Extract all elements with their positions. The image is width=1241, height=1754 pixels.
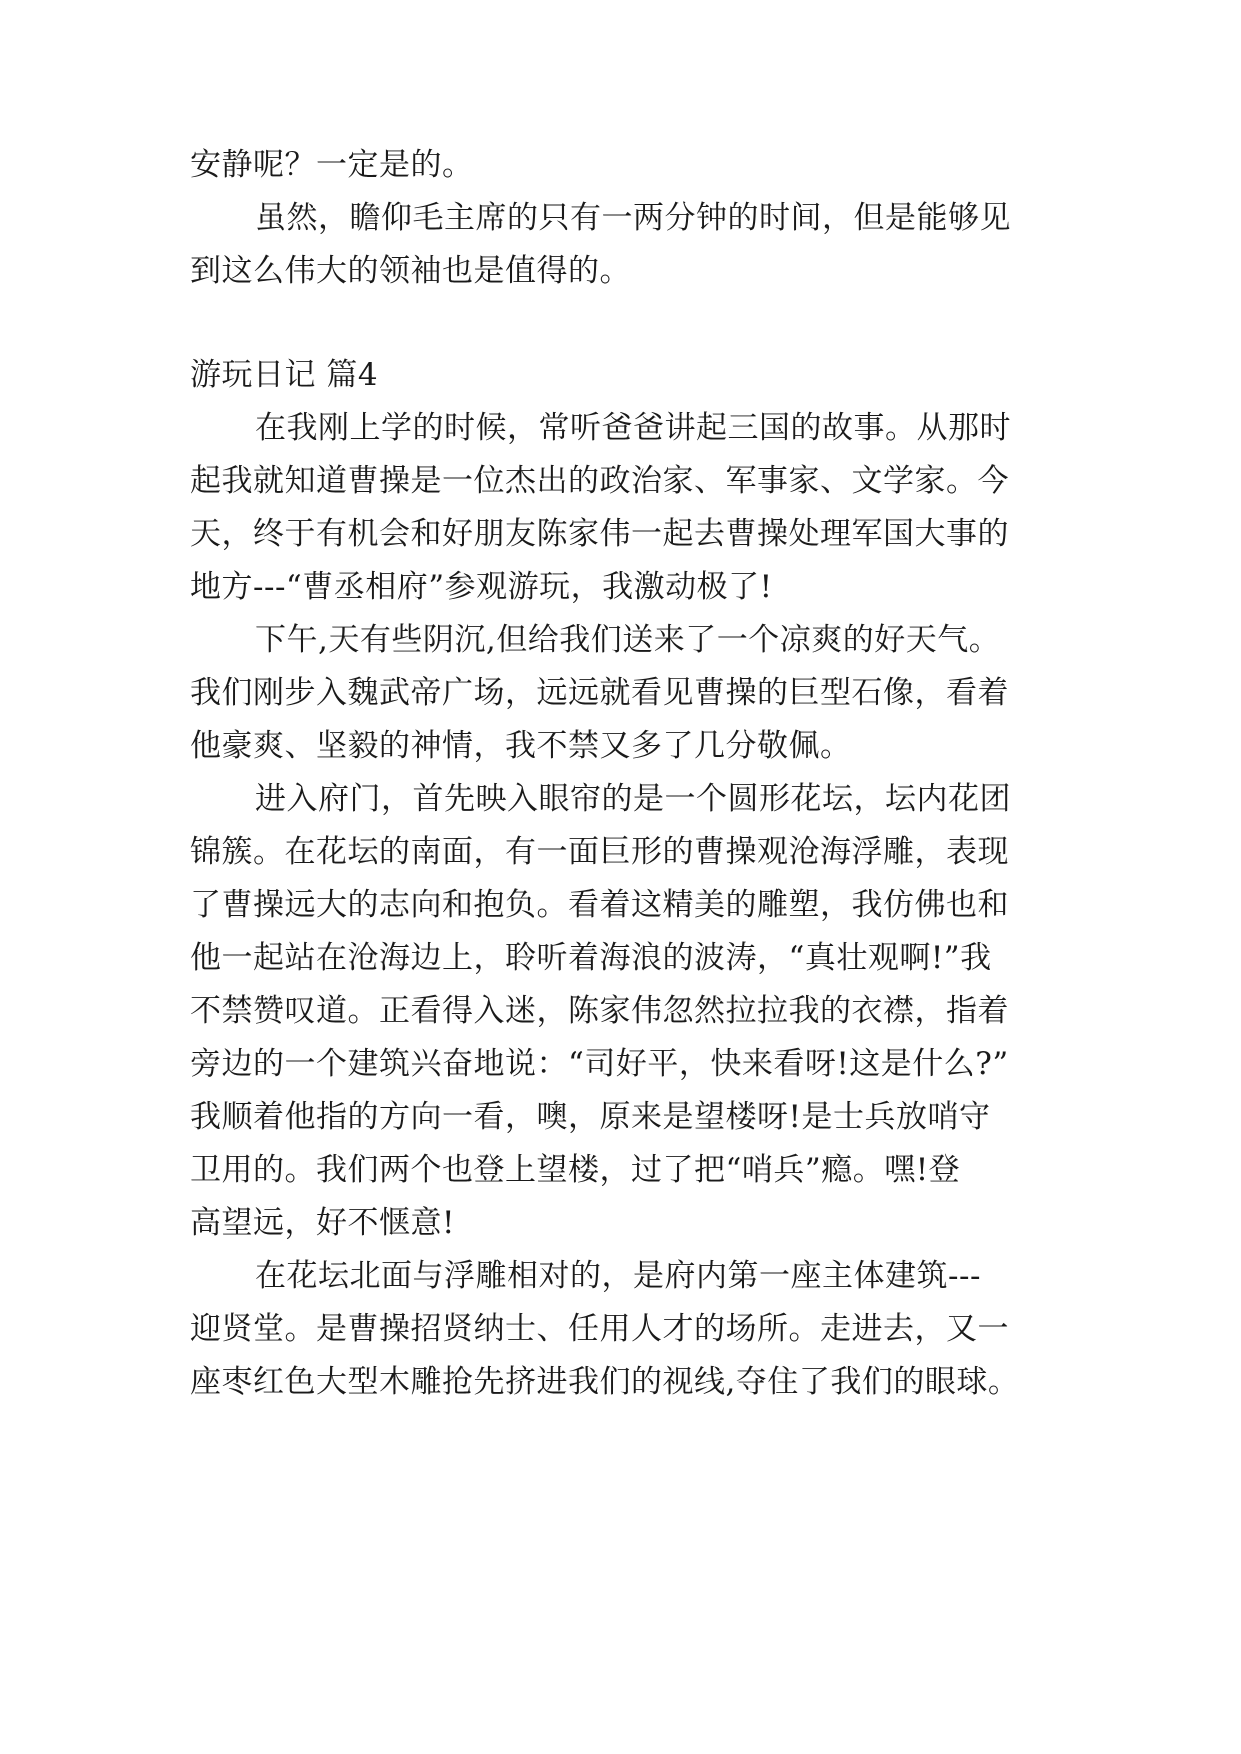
text-line: 进入府门，首先映入眼帘的是一个圆形花坛，坛内花团 — [255, 781, 1011, 817]
text-line: 卫用的。我们两个也登上望楼，过了把“哨兵”瘾。嘿!登 — [190, 1152, 961, 1188]
text-line: 他一起站在沧海边上，聆听着海浪的波涛，“真壮观啊!”我 — [190, 940, 992, 976]
text-line: 在花坛北面与浮雕相对的，是府内第一座主体建筑--- — [255, 1258, 981, 1294]
section-heading: 游玩日记 篇4 — [190, 357, 379, 393]
text-line: 旁边的一个建筑兴奋地说：“司好平，快来看呀!这是什么?” — [190, 1046, 1009, 1082]
text-line: 迎贤堂。是曹操招贤纳士、任用人才的场所。走进去，又一 — [190, 1311, 1009, 1347]
text-line: 虽然，瞻仰毛主席的只有一两分钟的时间，但是能够见 — [255, 200, 1011, 236]
text-line: 我们刚步入魏武帝广场，远远就看见曹操的巨型石像，看着 — [190, 675, 1009, 711]
text-line: 我顺着他指的方向一看，噢，原来是望楼呀!是士兵放哨守 — [190, 1099, 991, 1135]
text-line: 安静呢？一定是的。 — [190, 147, 474, 183]
text-line: 不禁赞叹道。正看得入迷，陈家伟忽然拉拉我的衣襟，指着 — [190, 993, 1009, 1029]
text-line: 天，终于有机会和好朋友陈家伟一起去曹操处理军国大事的 — [190, 516, 1009, 552]
text-line: 了曹操远大的志向和抱负。看着这精美的雕塑，我仿佛也和 — [190, 887, 1009, 923]
text-line: 座枣红色大型木雕抢先挤进我们的视线,夺住了我们的眼球。 — [190, 1364, 1020, 1400]
text-line: 高望远，好不惬意! — [190, 1205, 455, 1241]
text-line: 锦簇。在花坛的南面，有一面巨形的曹操观沧海浮雕，表现 — [190, 834, 1009, 870]
text-line: 地方---“曹丞相府”参观游玩，我激动极了! — [190, 569, 773, 605]
text-line: 下午,天有些阴沉,但给我们送来了一个凉爽的好天气。 — [255, 622, 1001, 658]
text-line: 到这么伟大的领袖也是值得的。 — [190, 253, 631, 289]
text-line: 他豪爽、坚毅的神情，我不禁又多了几分敬佩。 — [190, 728, 852, 764]
text-line: 起我就知道曹操是一位杰出的政治家、军事家、文学家。今 — [190, 463, 1009, 499]
text-line: 在我刚上学的时候，常听爸爸讲起三国的故事。从那时 — [255, 410, 1011, 446]
